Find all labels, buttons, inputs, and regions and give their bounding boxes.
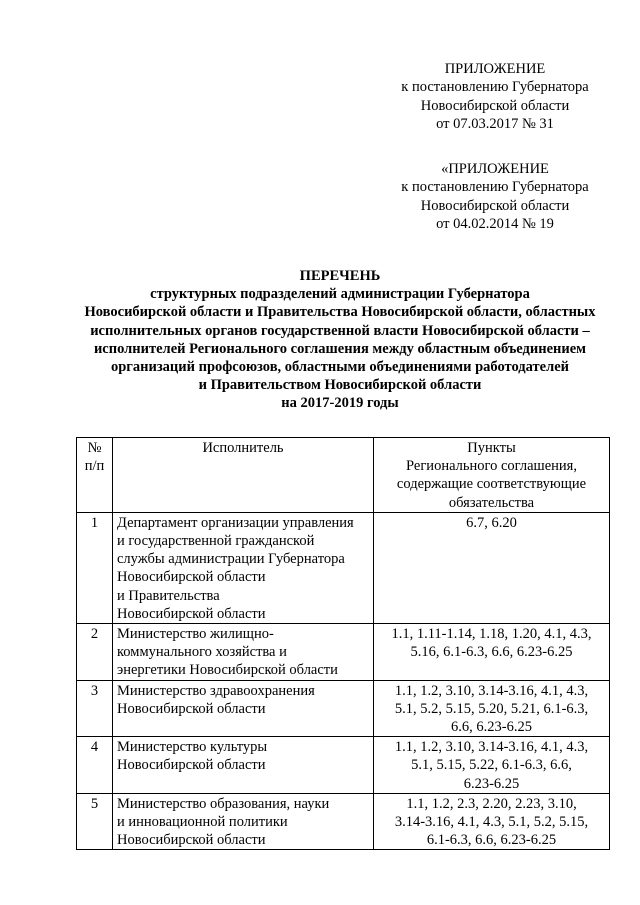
header-num-line: № [87,440,102,456]
row-num: 2 [77,624,113,681]
executor-line: энергетики Новосибирской области [117,662,338,679]
items-line: 6.1-6.3, 6.6, 6.23-6.25 [426,832,557,849]
table-row [77,624,610,681]
appendix-current-date: от 07.03.2017 № 31 [436,116,554,133]
heading-period: на 2017-2019 годы [281,395,399,412]
executor-line: Департамент организации управления [117,514,354,531]
appendix-previous-date: от 04.02.2014 № 19 [436,216,554,233]
appendix-current-title: ПРИЛОЖЕНИЕ [444,61,546,77]
executor-line: Новосибирской области [117,757,266,774]
executor-line: и инновационной политики [117,814,288,831]
appendix-previous-title: «ПРИЛОЖЕНИЕ [441,161,549,177]
executor-line: коммунального хозяйства и [117,644,287,661]
executor-line: и государственной гражданской [117,533,315,550]
heading-line: структурных подразделений администрации Губернатора [150,286,530,303]
row-num: 3 [77,680,113,737]
row-items [374,737,610,794]
row-items [374,680,610,737]
executor-line: Министерство здравоохранения [117,682,315,699]
heading-line: исполнителей Регионального соглашения между областным объединением [93,340,587,357]
items-line: 1.1, 1.2, 3.10, 3.14-3.16, 4.1, 4.3, [394,739,589,756]
table-row [77,512,610,623]
items-line: 5.16, 6.1-6.3, 6.6, 6.23-6.25 [410,644,573,661]
executors-table [76,437,610,850]
row-executor [113,512,374,623]
items-line: 1.1, 1.11-1.14, 1.18, 1.20, 4.1, 4.3, [391,626,592,643]
row-num: 1 [77,512,113,623]
items-line: 5.1, 5.2, 5.15, 5.20, 5.21, 6.1-6.3, [394,700,589,717]
row-num: 5 [77,793,113,850]
executor-line: Министерство образования, науки [117,795,330,812]
heading-line: исполнительных органов государственной власти Новосибирской области – [90,322,590,339]
heading-title: ПЕРЕЧЕНЬ [299,268,381,284]
row-items [374,512,610,623]
appendix-current-line2: Новосибирской области [420,97,570,114]
header-items-line: содержащие соответствующие [396,476,587,493]
executor-line: службы администрации Губернатора [117,551,345,568]
header-items [374,438,610,513]
header-items-line: Регионального соглашения, [406,458,577,475]
appendix-current-line1: к постановлению Губернатора [401,79,589,96]
header-items-line: обязательства [448,494,535,511]
heading-line: и Правительством Новосибирской области [198,377,482,394]
executor-line: и Правительства [117,587,220,604]
header-executor: Исполнитель [113,438,374,513]
executor-line: Новосибирской области [117,700,266,717]
heading-line: Новосибирской области и Правительства Новосибирской области, областных [84,304,596,321]
row-executor [113,737,374,794]
row-num: 4 [77,737,113,794]
table-row [77,793,610,850]
header-items-line: Пункты [467,440,516,456]
executor-line: Новосибирской области [117,569,266,586]
items-line: 1.1, 1.2, 2.3, 2.20, 2.23, 3.10, [406,795,577,812]
executor-line: Новосибирской области [117,832,266,849]
items-line: 5.1, 5.15, 5.22, 6.1-6.3, 6.6, [411,757,572,774]
items-line: 6.7, 6.20 [466,514,517,531]
appendix-previous-block [370,160,620,234]
executor-line: Новосибирской области [117,605,266,622]
row-executor [113,624,374,681]
table-row [77,737,610,794]
items-line: 6.6, 6.23-6.25 [451,719,532,736]
heading-line: организаций профсоюзов, областными объединениями работодателей [110,359,570,376]
header-num [77,438,113,513]
document-heading [40,267,640,413]
table-header-row [77,438,610,513]
row-items [374,793,610,850]
executor-line: Министерство культуры [117,739,268,756]
items-line: 6.23-6.25 [463,775,520,792]
appendix-previous-line1: к постановлению Губернатора [401,179,589,196]
row-executor [113,793,374,850]
header-num-line: п/п [84,458,105,475]
appendix-current-block [370,60,620,134]
items-line: 1.1, 1.2, 3.10, 3.14-3.16, 4.1, 4.3, [394,682,589,699]
table-row [77,680,610,737]
row-items [374,624,610,681]
row-executor [113,680,374,737]
appendix-previous-line2: Новосибирской области [420,197,570,214]
executor-line: Министерство жилищно- [117,626,274,643]
items-line: 3.14-3.16, 4.1, 4.3, 5.1, 5.2, 5.15, [394,814,589,831]
